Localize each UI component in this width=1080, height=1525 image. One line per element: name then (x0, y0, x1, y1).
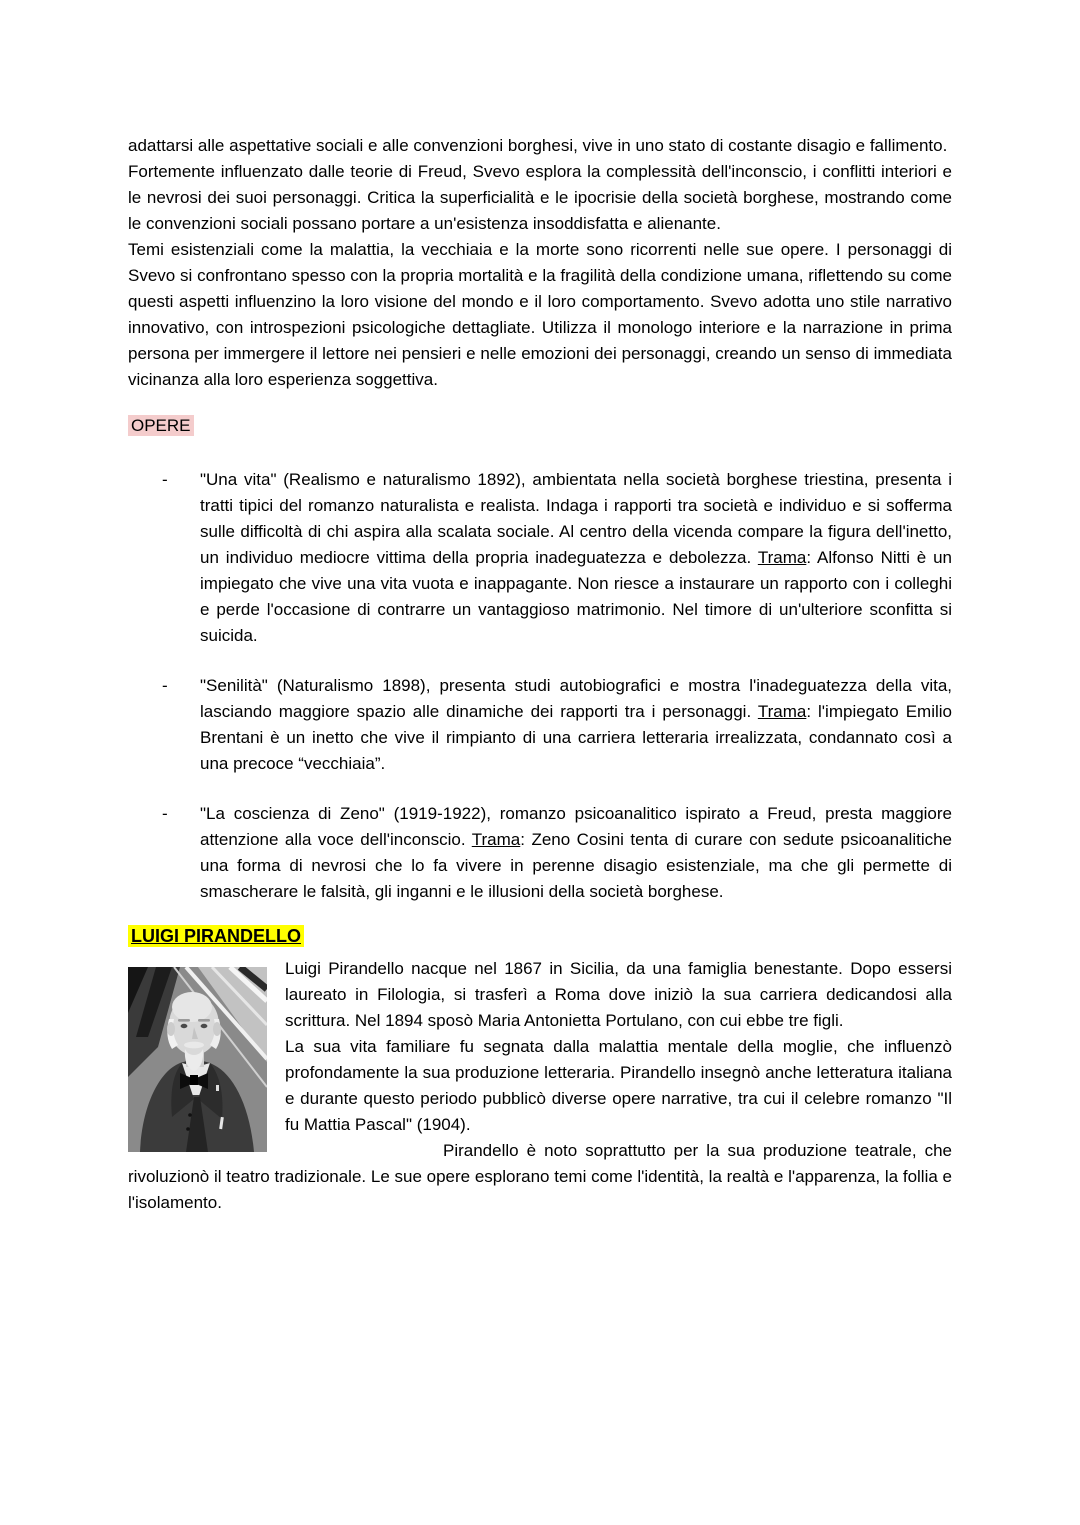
opere-item-coscienza-di-zeno (162, 801, 952, 905)
paragraph-svevo-freud: Fortemente influenzato dalle teorie di Freud, Svevo esplora la complessità dell'inconscio, i conflitti interiori e le nevrosi dei suoi personaggi. Critica la superficialità e le ipocrisie della società borghese, mostrando come le convenzioni sociali possano portare a un'esistenza insoddisfatta e alienante. (128, 162, 952, 233)
paragraph-pirandello-famiglia: La sua vita familiare fu segnata dalla malattia mentale della moglie, che influenzò profondamente la sua produzione letteraria. Pirandello insegnò anche letteratura italiana e durante questo periodo pubblicò diverse opere narrative, tra cui il celebre romanzo "Il fu Mattia Pascal" (1904). (285, 1037, 952, 1134)
opere-item-zeno-text: "La coscienza di Zeno" (1919-1922), romanzo psicoanalitico ispirato a Freud, presta maggiore attenzione alla voce dell'inconscio. (200, 804, 952, 849)
paragraph-svevo-temi: Temi esistenziali come la malattia, la vecchiaia e la morte sono ricorrenti nelle sue opere. I personaggi di Svevo si confrontano spesso con la propria mortalità e la fragilità della condizione umana, riflettendo su come questi aspetti influenzino la loro visione del mondo e il loro comportamento. Svevo adotta uno stile narrativo innovativo, con introspezioni psicologiche dettagliate. Utilizza il monologo interiore e la narrazione in prima persona per immergere il lettore nei pensieri e nelle emozioni dei personaggi, creando un senso di immediata vicinanza alla loro esperienza soggettiva. (128, 240, 952, 389)
pirandello-portrait-photo (128, 967, 267, 1152)
bullet-dash-icon: - (162, 804, 168, 823)
paragraph-pirandello-teatro: Pirandello è noto soprattutto per la sua produzione teatrale, che rivoluzionò il teatro tradizionale. Le sue opere esplorano temi come l'identità, la realtà e l'apparenza, la follia e l'isolamento. (128, 1141, 952, 1212)
pirandello-heading-row (128, 923, 952, 950)
opere-item-zeno-trama: : Zeno Cosini tenta di curare con sedute psicoanalitiche una forma di nevrosi che lo fa vivere in perenne disagio esistenziale, ma che gli permette di smascherare le falsità, gli inganni e le illusioni della società borghese. (200, 830, 952, 901)
opere-list (128, 467, 952, 905)
paragraph-pirandello-bio: Luigi Pirandello nacque nel 1867 in Sicilia, da una famiglia benestante. Dopo essersi laureato in Filologia, si trasferì a Roma dove iniziò la sua carriera dedicandosi alla scrittura. Nel 1894 sposò Maria Antonietta Portulano, con cui ebbe tre figli. (285, 959, 952, 1030)
opere-heading: OPERE (128, 415, 194, 436)
paragraph-svevo-intro: adattarsi alle aspettative sociali e alle convenzioni borghesi, vive in uno stato di costante disagio e fallimento. (128, 136, 948, 155)
opere-item-senilita (162, 673, 952, 777)
pirandello-heading: LUIGI PIRANDELLO (128, 925, 304, 947)
opere-item-una-vita-text: "Una vita" (Realismo e naturalismo 1892), ambientata nella società borghese triestina, presenta i tratti tipici del romanzo naturalista e realista. Indaga i rapporti tra società e individuo e si sofferma sulle difficoltà di chi aspira alla scalata sociale. Al centro della vicenda compare la figura dell'inetto, un individuo mediocre vittima della propria inadeguatezza e debolezza. (200, 470, 952, 567)
opere-item-una-vita (162, 467, 952, 649)
pirandello-block (128, 956, 952, 1216)
trama-label: Trama (757, 548, 807, 567)
trama-label: Trama (757, 702, 807, 721)
opere-item-senilita-text: "Senilità" (Naturalismo 1898), presenta studi autobiografici e mostra l'inadeguatezza della vita, lasciando maggiore spazio alle dinamiche dei rapporti tra i personaggi. (200, 676, 952, 721)
bullet-dash-icon: - (162, 676, 168, 695)
opere-heading-row (128, 413, 952, 439)
document-content (128, 133, 952, 1216)
bullet-dash-icon: - (162, 470, 168, 489)
opere-item-senilita-trama: : l'impiegato Emilio Brentani è un inetto che vive il rimpianto di una carriera letteraria irrealizzata, condannato così a una precoce “vecchiaia”. (200, 702, 952, 773)
trama-label: Trama (471, 830, 521, 849)
opere-item-una-vita-trama: : Alfonso Nitti è un impiegato che vive una vita vuota e inappagante. Non riesce a instaurare un rapporto con i colleghi e perde l'occasione di contrarre un vantaggioso matrimonio. Nel timore di un'ulteriore sconfitta si suicida. (200, 548, 952, 645)
